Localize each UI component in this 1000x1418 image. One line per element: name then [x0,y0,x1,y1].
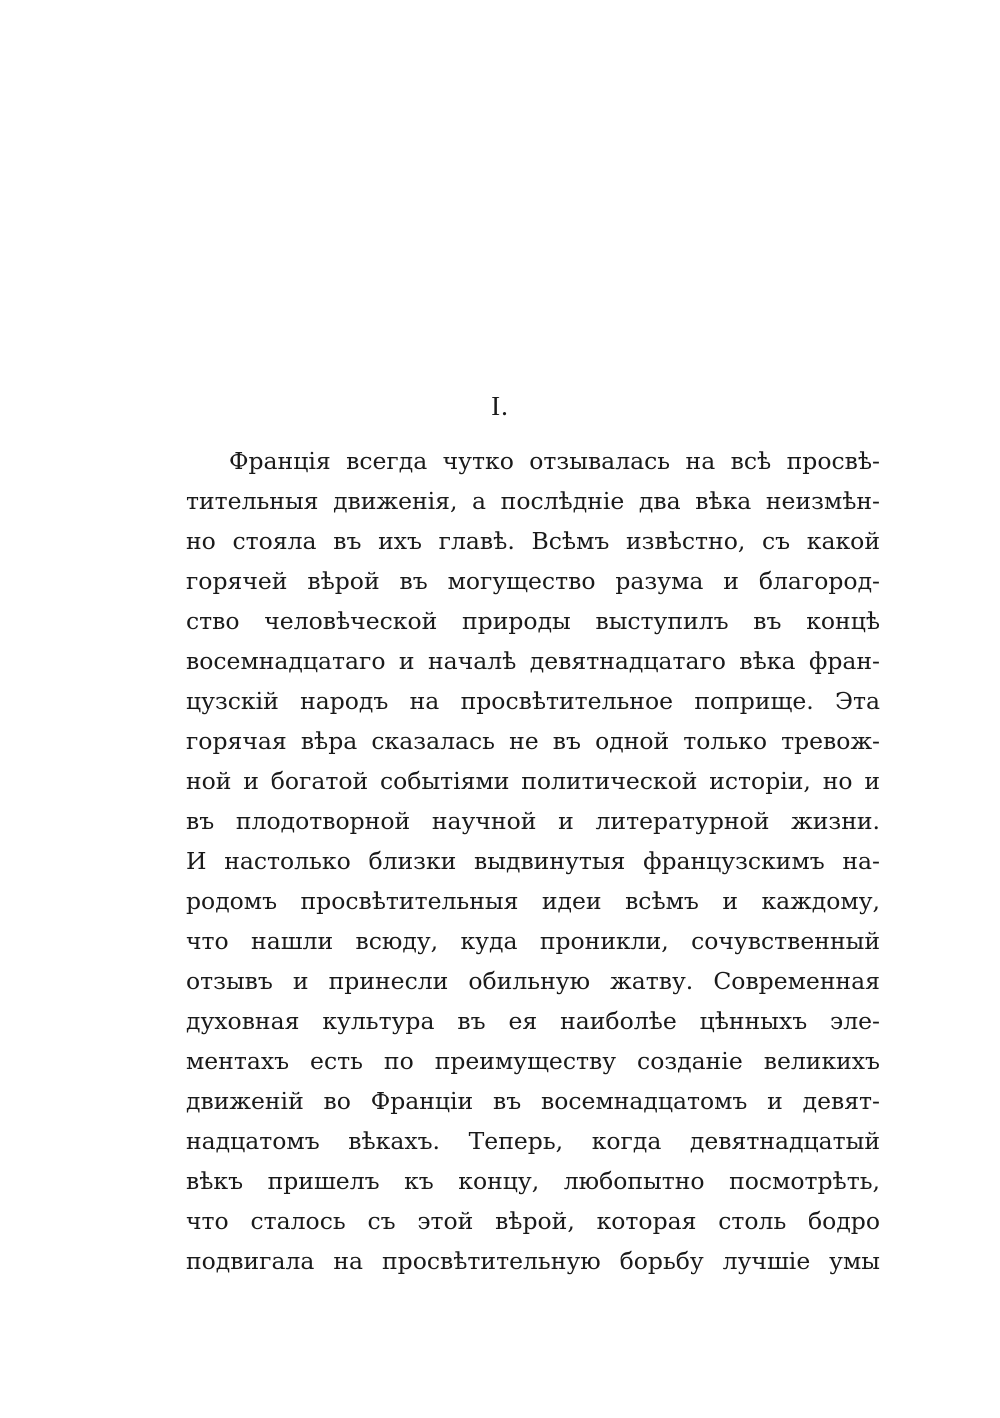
text-line-13: что нашли всюду, куда проникли, сочувственный [186,927,880,955]
text-line-7: цузскiй народъ на просвѣтительное поприще. Эта [186,687,880,715]
text-line-4: горячей вѣрой въ могущество разума и благород- [186,567,880,595]
body-text [186,441,880,1281]
text-line-10: въ плодотворной научной и литературной жизни. [186,807,880,835]
text-line-19: вѣкъ пришелъ къ концу, любопытно посмотрѣть, [186,1167,880,1195]
text-line-6: восемнадцатаго и началѣ девятнадцатаго вѣка фран- [186,647,880,675]
text-line-5: ство человѣческой природы выступилъ въ концѣ [186,607,880,635]
text-line-15: духовная культура въ ея наиболѣе цѣнныхъ эле- [186,1007,880,1035]
text-line-2: тительныя движенiя, а послѣднiе два вѣка неизмѣн- [186,487,880,515]
text-line-8: горячая вѣра сказалась не въ одной только тревож- [186,727,880,755]
text-line-3: но стояла въ ихъ главѣ. Всѣмъ извѣстно, съ какой [186,527,880,555]
text-line-21: подвигала на просвѣтительную борьбу лучшiе умы [186,1247,880,1275]
text-line-11: И настолько близки выдвинутыя французскимъ на- [186,847,880,875]
text-line-14: отзывъ и принесли обильную жатву. Современная [186,967,880,995]
text-line-20: что сталось съ этой вѣрой, которая столь бодро [186,1207,880,1235]
chapter-number: I. [491,391,509,421]
text-line-1: Францiя всегда чутко отзывалась на всѣ просвѣ- [229,447,880,475]
text-line-16: ментахъ есть по преимуществу созданiе великихъ [186,1047,880,1075]
text-line-17: движенiй во Францiи въ восемнадцатомъ и девят- [186,1087,880,1115]
text-line-12: родомъ просвѣтительныя идеи всѣмъ и каждому, [186,887,880,915]
text-line-18: надцатомъ вѣкахъ. Теперь, когда девятнадцатый [186,1127,880,1155]
text-line-9: ной и богатой событiями политической исторiи, но и [186,767,880,795]
